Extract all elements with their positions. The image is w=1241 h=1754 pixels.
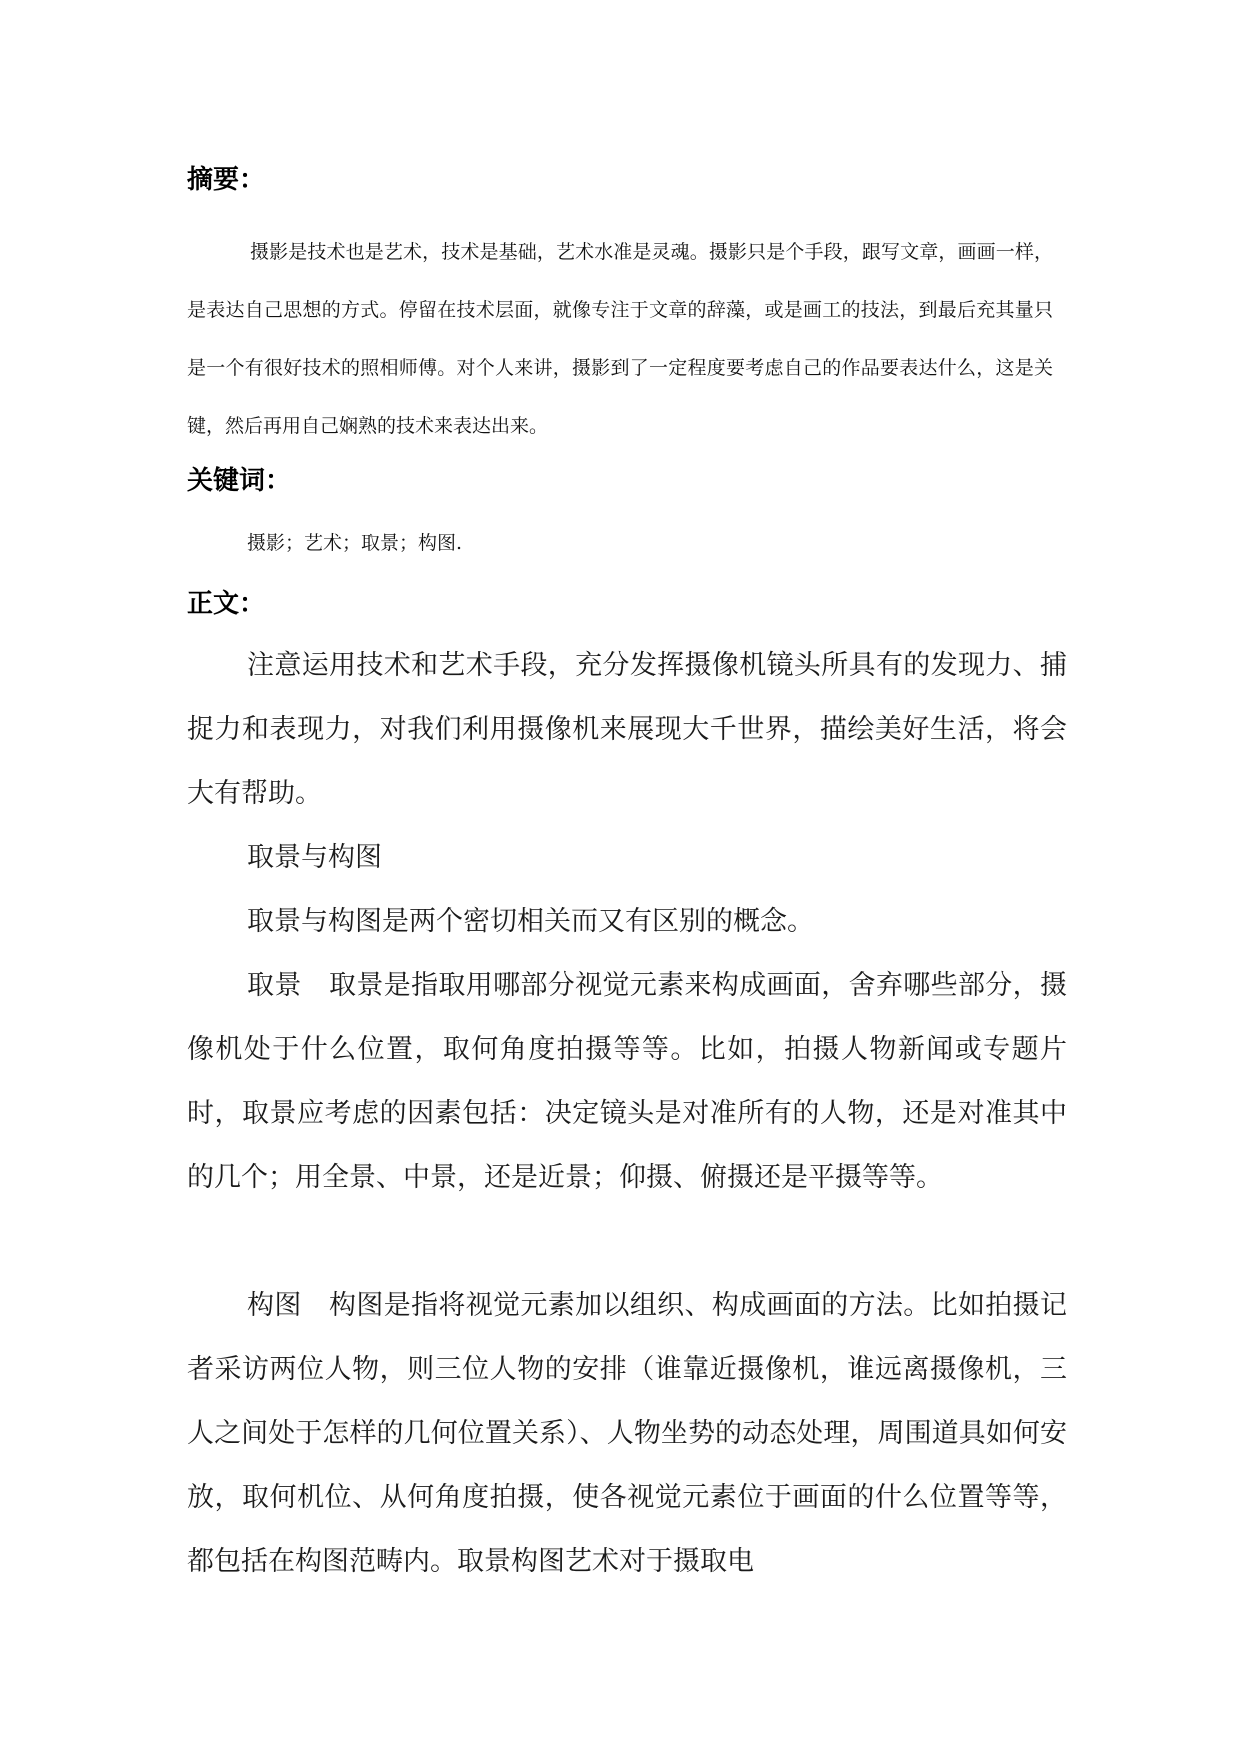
section-title-framing-composition: 取景与构图 bbox=[247, 842, 382, 873]
body-paragraph-composition: 构图 构图是指将视觉元素加以组织、构成画面的方法。比如拍摄记者采访两位人物，则三位人物的安排（谁靠近摄像机，谁远离摄像机，三人之间处于怎样的几何位置关系）、人物坐势的动态处理，周围道具如何安放，取何机位、从何角度拍摄，使各视觉元素位于画面的什么位置等等，都包括在构图范畴内。取景构图艺术对于摄取电 bbox=[187, 1290, 1067, 1577]
abstract-paragraph: 摄影是技术也是艺术，技术是基础，艺术水准是灵魂。摄影只是个手段，跟写文章，画画一样，是表达自己思想的方式。停留在技术层面，就像专注于文章的辞藻，或是画工的技法，到最后充其量只是一个有很好技术的照相师傅。对个人来讲，摄影到了一定程度要考虑自己的作品要表达什么，这是关键，然后再用自己娴熟的技术来表达出来。 bbox=[187, 241, 1053, 437]
body-heading: 正文： bbox=[187, 589, 266, 619]
keywords-heading: 关键词： bbox=[187, 466, 292, 496]
keywords-line: 摄影；艺术；取景；构图. bbox=[247, 532, 463, 554]
body-paragraph-intro: 注意运用技术和艺术手段，充分发挥摄像机镜头所具有的发现力、捕捉力和表现力，对我们利用摄像机来展现大千世界，描绘美好生活，将会大有帮助。 bbox=[187, 650, 1067, 809]
body-paragraph-framing: 取景 取景是指取用哪部分视觉元素来构成画面，舍弃哪些部分，摄像机处于什么位置，取何角度拍摄等等。比如，拍摄人物新闻或专题片时，取景应考虑的因素包括：决定镜头是对准所有的人物，还是对准其中的几个；用全景、中景，还是近景；仰摄、俯摄还是平摄等等。 bbox=[187, 970, 1067, 1193]
body-paragraph-concepts: 取景与构图是两个密切相关而又有区别的概念。 bbox=[247, 906, 814, 937]
abstract-heading: 摘要： bbox=[187, 165, 266, 195]
